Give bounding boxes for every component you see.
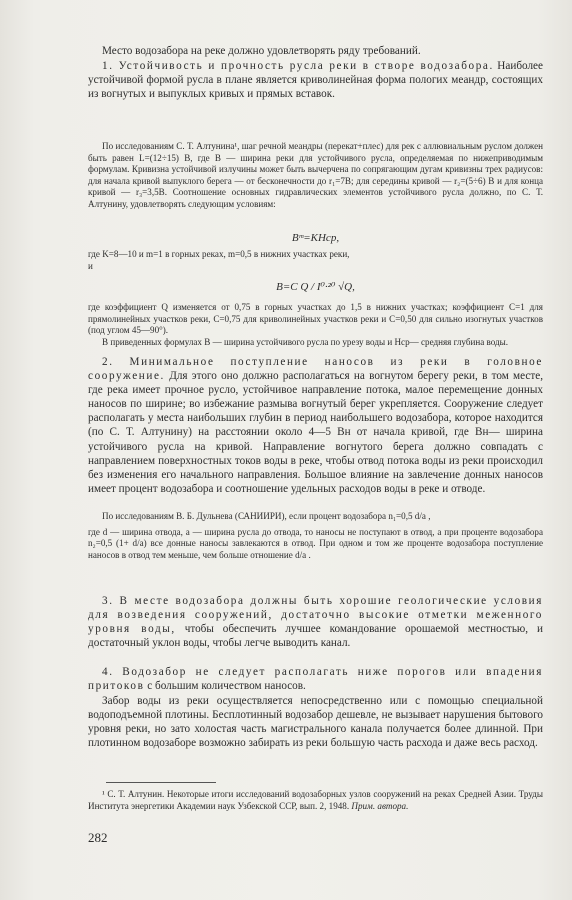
altunin-coef-block [88,302,543,348]
altunin-paragraph-2: где K=8—10 и m=1 в горных реках, m=0,5 в нижних участках реки, [88,249,350,259]
final-block [88,694,543,750]
footnote-text: ¹ С. Т. Алтунин. Некоторые итоги исследований водозаборных узлов сооружений на реках Средней Азии. Труды Института энергетики Академии наук Узбекской ССР, вып. 2, 1948. [88,789,543,811]
intro-paragraph: Место водозабора на реке должно удовлетворять ряду требований. [102,45,421,57]
formula-2-block [88,280,543,294]
altunin-paragraph-1: По исследованиям С. Т. Алтунина¹, шаг речной меандры (перекат+плес) для рек с аллювиальным руслом должен быть равен L=(12÷15) B, где B — ширина реки для устойчивого русла, определяемая по нижеприводимым формулам. Кривизна устойчивой излучины может быть вычерчена по сопрягающим дугам кривизны трех радиусов: для начала кривой выпуклого берега — от бесконечности до r₁=7B; для середины кривой — r₂=(5÷6) B и для конца кривой — r₃=3,5B. Соотношение основных гидравлических элементов устойчивого русла должно, по С. Т. Алтунину, удовлетворять следующим условиям: [88,141,543,209]
requirement-1-paragraph [88,59,543,101]
requirement-2 [88,355,543,496]
dulnev-paragraph-1: По исследованиям В. Б. Дульнева (САНИИРИ), если процент водозабора n₁=0,5 d/a , [102,511,431,521]
requirement-4 [88,665,543,693]
requirement-4-paragraph [88,665,543,693]
requirement-2-paragraph [88,355,543,496]
requirement-1 [88,59,543,101]
formula-1-block [88,231,543,245]
requirement-1-text: Наиболее устойчивой формой русла в плане является криволинейная форма пологих меандр, состоящих из вогнутых и выпуклых кривых и прямых вставок. [88,60,543,101]
altunin-where-block [88,249,543,272]
altunin-paragraph-4: В приведенных формулах B — ширина устойчивого русла по урезу воды и Hср— средняя глубина воды. [102,336,509,347]
dulnev-block [88,511,543,561]
footnote-divider [106,782,216,783]
requirement-3-text: чтобы обеспечить лучшее командование орошаемой местностью, и достаточный уклон воды, чтобы легче выводить канал. [88,623,543,650]
requirement-2-text: Для этого оно должно располагаться на вогнутом берегу реки, в том месте, где река имеет прочное русло, устойчивое направление потока, малое перемещение донных наносов по ширине; во избежание размыва вогнутый берег укрепляется. Сооружение следует располагать у места наибольших глубин в период наибольшего водозабора, которое находится (по С. Т. Алтунину) на расстоянии около 4—5 Bн от начала кривой, где Bн— ширина устойчивого русла на кривой. Направление вогнутого берега должно совпадать с направлением поверхностных токов воды в реке, чтобы отвод потока воды из реки происходил без изменения его начального направления. Большое влияние на завлечение донных наносов имеет процент водозабора и соотношение удельных расходов воды в реке и отводе. [88,370,543,495]
altunin-and: и [88,260,93,271]
footnote-paragraph [88,789,543,812]
requirement-3-paragraph [88,594,543,650]
footnote-note: Прим. автора. [349,800,409,811]
formula-1: Bᵐ=KHср, [291,232,340,244]
dulnev-paragraph-2: где d — ширина отвода, a — ширина русла до отвода, то наносы не поступают в отвод, а при проценте водозабора n₂=0,5 (1+ d/a) все донные наносы завлекаются в отвод. При одном и том же проценте водозабора поступление наносов в отвод тем меньше, чем больше отношение d/a . [88,526,543,560]
requirement-3-heading: 3. В месте водозабора должны быть хорошие геологические условия для возведения сооружений, достаточно высокие отметки меженного уровня воды, [88,595,543,636]
intro-block [88,44,543,58]
requirement-4-text: с большим количеством наносов. [144,680,306,693]
requirement-4-heading: 4. Водозабор не следует располагать ниже порогов или впадения притоков [88,666,543,693]
altunin-block [88,141,543,210]
requirement-2-heading: 2. Минимальное поступление наносов из реки в головное сооружение. [88,356,543,383]
altunin-paragraph-3: где коэффициент Q изменяется от 0,75 в горных участках до 1,5 в нижних участках; коэффициент C=1 для прямолинейных участков реки, C=0,75 для криволинейных участков реки и C=0,50 для сильно изогнутых участков (под углом 45—90°). [88,302,543,335]
footnote-block [88,789,543,812]
requirement-3 [88,594,543,650]
formula-2: B=C Q / I⁰·²⁰ √Q, [276,281,355,293]
page-number: 282 [88,830,108,845]
final-paragraph: Забор воды из реки осуществляется непосредственно или с помощью специальной водоподъемной плотины. Бесплотинный водозабор дешевле, не вызывает нарушения бытового уровня реки, но зато холостая часть магистрального канала получается более длинной. При плотинном водозаборе возможно забирать из реки большую часть расхода и даже весь расход. [88,695,543,750]
requirement-1-heading: 1. Устойчивость и прочность русла реки в створе водозабора. [102,60,494,72]
